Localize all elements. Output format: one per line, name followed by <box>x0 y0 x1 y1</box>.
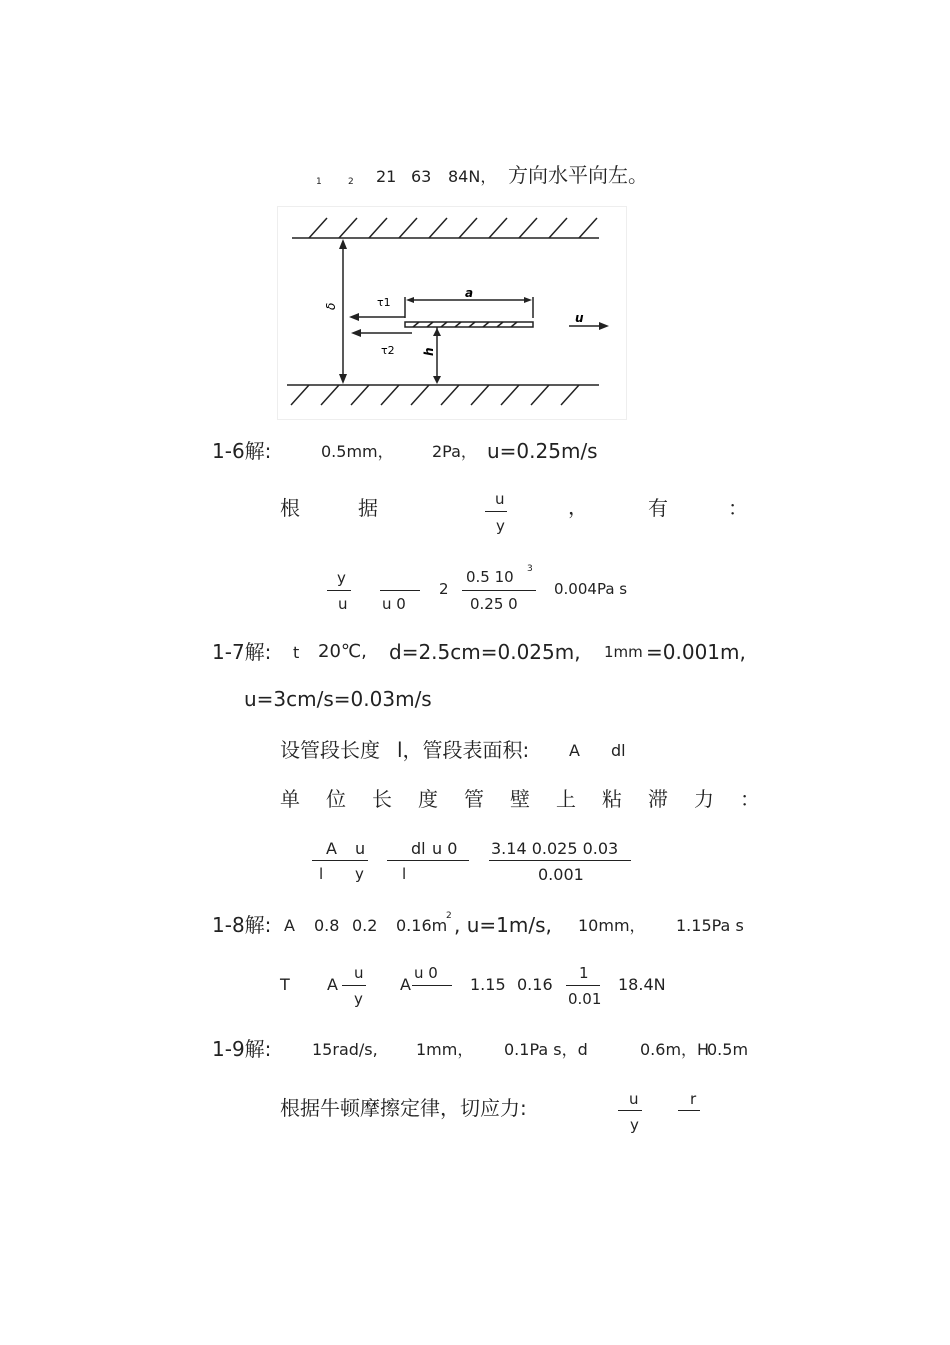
direction-text: 方向水平向左。 <box>508 163 648 187</box>
p17-f-den: 0.001 <box>538 865 584 884</box>
p17-u: u=3cm/s=0.03m/s <box>244 687 432 711</box>
p19-v2: 1mm， <box>416 1040 474 1059</box>
u-label: u <box>575 311 584 325</box>
value-84: 84N， <box>448 167 497 186</box>
p18-Tn: 1 <box>579 964 589 982</box>
tau1-label: τ1 <box>377 296 391 309</box>
p17-line2-A: A <box>569 741 580 760</box>
p18-v1: 0.8 <box>314 916 340 935</box>
p16-e-res: 0.004Pa s <box>554 580 628 598</box>
p17-f-u0: u 0 <box>432 839 458 858</box>
p18-v3: 0.16m <box>396 916 448 935</box>
p18-Td: 0.01 <box>568 990 602 1008</box>
p18-A: A <box>284 916 295 935</box>
p17-f-num: 3.14 0.025 0.03 <box>491 839 619 858</box>
problem-1-6-label: 1-6解: <box>212 439 272 463</box>
p16-e-den2: u 0 <box>382 595 406 613</box>
p16-v1: 0.5mm， <box>321 442 394 461</box>
p19-v5: 0.5m <box>707 1040 749 1059</box>
p18-Tv1: 1.15 <box>470 975 506 994</box>
a-label: a <box>465 286 474 300</box>
p18-Tres: 18.4N <box>618 975 666 994</box>
p18-Tu0: u 0 <box>414 964 438 982</box>
p17-mm: 1mm <box>604 643 643 661</box>
p18-v6: 1.15Pa s <box>676 916 744 935</box>
p16-colon: ： <box>728 496 748 520</box>
p17-line3: 单位长度管壁上粘滞力： <box>280 787 786 811</box>
p17-f-A: A <box>326 839 337 858</box>
delta-label: δ <box>324 302 338 310</box>
p19-line2: 根据牛顿摩擦定律，切应力: <box>280 1096 527 1120</box>
p16-v3: u=0.25m/s <box>487 439 598 463</box>
p16-c2: 据 <box>358 496 378 520</box>
problem-1-8-label: 1-8解: <box>212 913 272 937</box>
p17-f-dl: dl <box>411 839 426 858</box>
problem-1-7-label: 1-7解: <box>212 640 272 664</box>
p18-Tv2: 0.16 <box>517 975 553 994</box>
p19-v3: 0.1Pa s，d <box>504 1040 588 1059</box>
p19-v1: 15rad/s, <box>312 1040 378 1059</box>
p18-T: T <box>280 975 290 994</box>
p18-sup: 2 <box>446 911 452 921</box>
p17-f-u: u <box>355 839 366 858</box>
tau2-label: τ2 <box>381 344 395 357</box>
p16-v2: 2Pa， <box>432 442 477 461</box>
p19-v4: 0.6m，H <box>640 1040 710 1059</box>
problem-1-9-label: 1-9解: <box>212 1037 272 1061</box>
p16-c3: 有 <box>648 496 668 520</box>
p19-fu: u <box>629 1090 639 1108</box>
h-label: h <box>422 347 436 356</box>
p18-TA: A <box>327 975 338 994</box>
p18-Ty: y <box>354 990 363 1008</box>
p17-f-l2: l <box>402 865 407 883</box>
p17-f-y: y <box>355 865 364 883</box>
p16-e-2: 2 <box>439 580 449 598</box>
subscript-1: 1 <box>316 177 322 187</box>
p16-e-num3: 0.5 10 <box>466 568 514 586</box>
p18-v4: , u=1m/s, <box>454 913 552 937</box>
plate-diagram <box>277 206 627 420</box>
p19-fy: y <box>630 1116 639 1134</box>
value-63: 63 <box>411 167 432 186</box>
p16-e-sup: 3 <box>527 564 533 574</box>
p18-v2: 0.2 <box>352 916 378 935</box>
p17-f-l: l <box>319 865 324 883</box>
p18-v5: 10mm， <box>578 916 646 935</box>
p16-c1: 根 <box>280 496 300 520</box>
p18-Tu: u <box>354 964 364 982</box>
p17-line2-l: l，管段表面积: <box>397 738 530 762</box>
p16-e-u: u <box>338 595 348 613</box>
p16-frac-den: y <box>496 517 505 535</box>
p16-e-y: y <box>337 569 346 587</box>
p18-TA2: A <box>400 975 411 994</box>
p17-line2-dl: dl <box>611 741 626 760</box>
p17-t: t <box>293 643 300 662</box>
value-21: 21 <box>376 167 397 186</box>
p17-temp: 20℃, <box>318 641 367 662</box>
subscript-2: 2 <box>348 177 354 187</box>
p17-d: d=2.5cm=0.025m, <box>389 640 581 664</box>
p17-mm2: =0.001m, <box>646 640 746 664</box>
p16-frac-num: u <box>495 490 505 508</box>
p19-fr: r <box>690 1090 697 1108</box>
p16-e-den3: 0.25 0 <box>470 595 518 613</box>
p17-line2-a: 设管段长度 <box>280 738 380 762</box>
p16-comma: ， <box>568 495 588 519</box>
